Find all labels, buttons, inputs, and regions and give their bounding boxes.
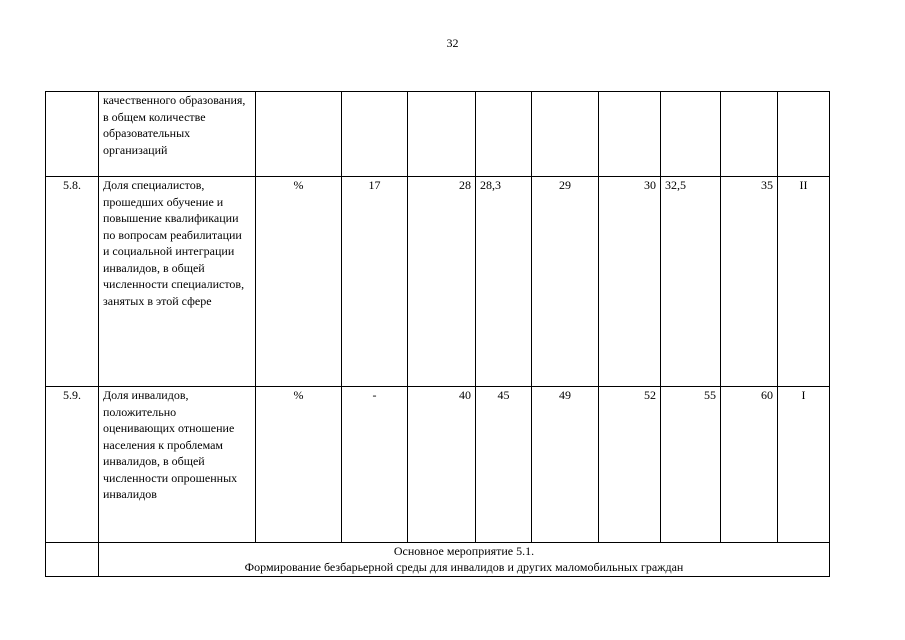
main-event-heading: [99, 543, 830, 577]
unit-cell: [256, 92, 342, 177]
value-cell: [599, 92, 661, 177]
value-cell: 55: [661, 387, 721, 543]
value-cell: 49: [532, 387, 599, 543]
row-number-cell: [46, 92, 99, 177]
value-cell: 60: [721, 387, 778, 543]
group-cell: II: [778, 177, 830, 387]
page-number: 32: [446, 36, 459, 50]
table-row: [46, 92, 830, 177]
row-number-cell: 5.9.: [46, 387, 99, 543]
value-cell: 45: [476, 387, 532, 543]
table-row: [46, 387, 830, 543]
main-event-title: Основное мероприятие 5.1.: [393, 544, 535, 558]
indicator-name-cell: Доля специалистов, прошедших обучение и повышение квалификации по вопросам реабилитации и социальной интеграции инвалидов, в общей численности специалистов, занятых в этой сфере: [99, 177, 256, 387]
indicator-name-cell: Доля инвалидов, положительно оценивающих отношение населения к проблемам инвалидов, в общей численности опрошенных инвалидов: [99, 387, 256, 543]
value-cell: 30: [599, 177, 661, 387]
value-cell: [532, 92, 599, 177]
value-cell: 35: [721, 177, 778, 387]
value-cell: 28,3: [476, 177, 532, 387]
indicators-table: [45, 91, 830, 577]
indicator-name-cell: качественного образования, в общем количестве образовательных организаций: [99, 92, 256, 177]
empty-number-cell: [46, 543, 99, 577]
value-cell: [342, 92, 408, 177]
value-cell: -: [342, 387, 408, 543]
value-cell: 32,5: [661, 177, 721, 387]
group-cell: I: [778, 387, 830, 543]
value-cell: [661, 92, 721, 177]
unit-cell: %: [256, 387, 342, 543]
value-cell: 17: [342, 177, 408, 387]
value-cell: 29: [532, 177, 599, 387]
value-cell: [476, 92, 532, 177]
value-cell: 28: [408, 177, 476, 387]
main-event-description: Формирование безбарьерной среды для инвалидов и других маломобильных граждан: [244, 560, 684, 574]
group-cell: [778, 92, 830, 177]
unit-cell: %: [256, 177, 342, 387]
table-row: [46, 177, 830, 387]
value-cell: [721, 92, 778, 177]
row-number-cell: 5.8.: [46, 177, 99, 387]
value-cell: 52: [599, 387, 661, 543]
table-row: [46, 543, 830, 577]
value-cell: 40: [408, 387, 476, 543]
value-cell: [408, 92, 476, 177]
